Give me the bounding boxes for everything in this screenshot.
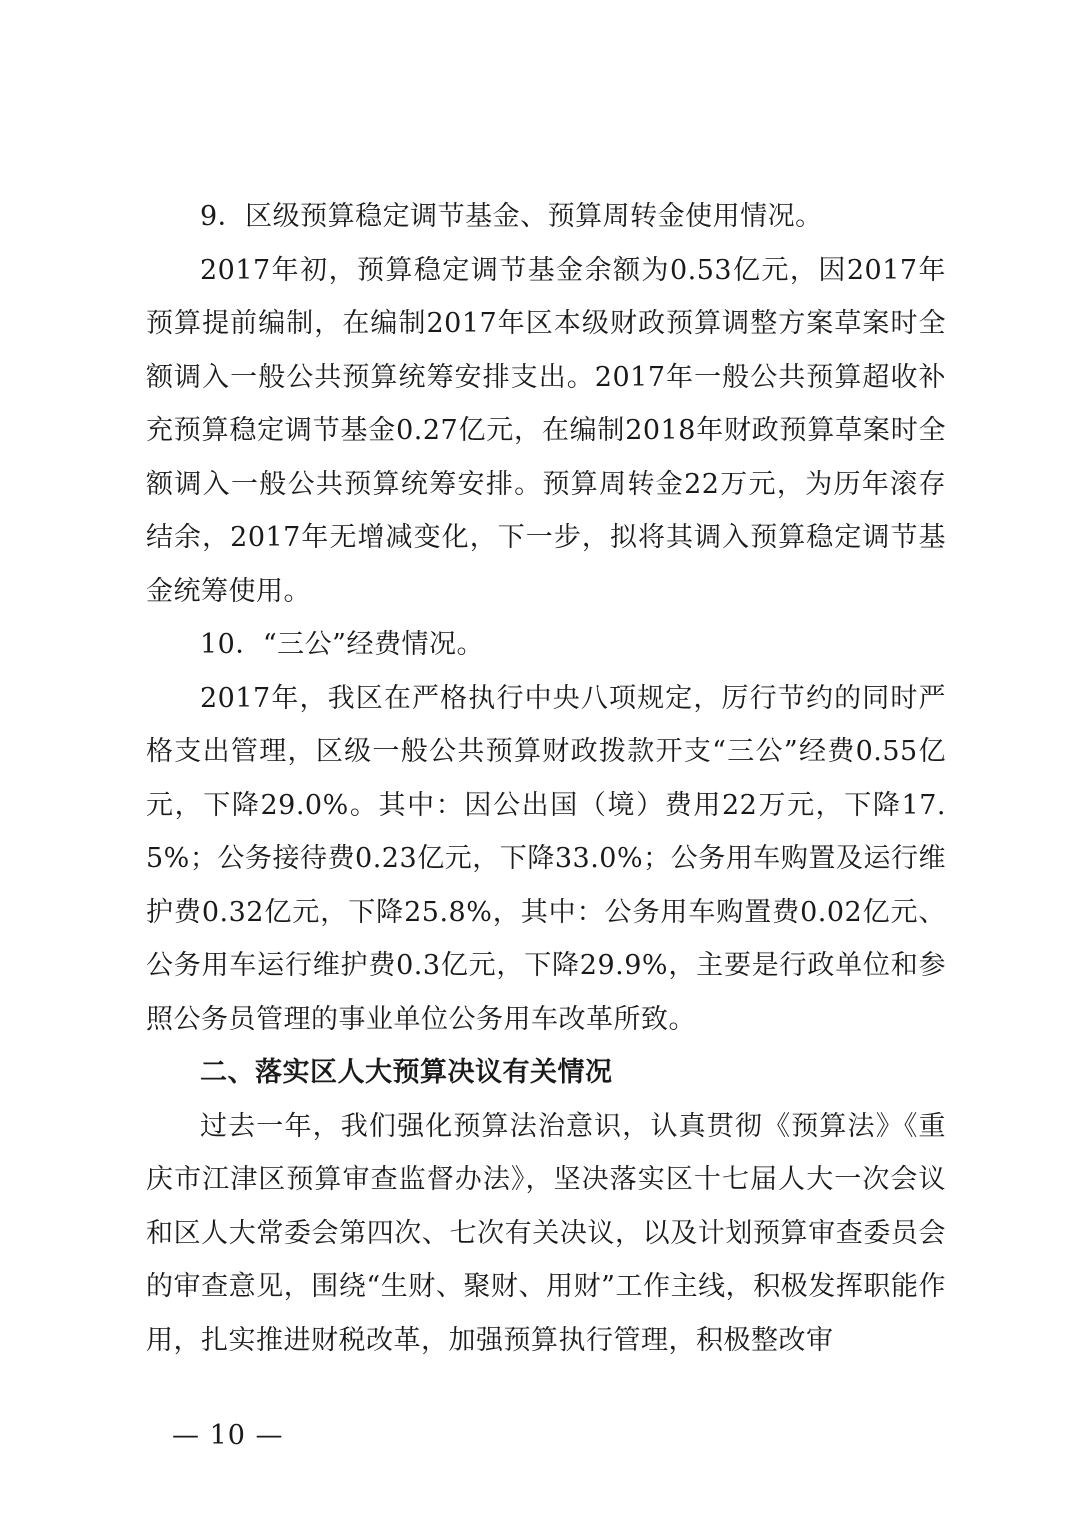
document-body bbox=[146, 190, 946, 1367]
paragraph-item-9-title: 9．区级预算稳定调节基金、预算周转金使用情况。 bbox=[200, 201, 823, 232]
paragraph-implementation: 过去一年，我们强化预算法治意识，认真贯彻《预算法》《重庆市江津区预算审查监督办法》，坚决落实区十七届人大一次会议和区人大常委会第四次、七次有关决议，以及计划预算审查委员会的审查意见，围绕“生财、聚财、用财”工作主线，积极发挥职能作用，扎实推进财税改革，加强预算执行管理，积极整改审 bbox=[146, 1110, 946, 1356]
paragraph-three-public-expenses: 2017年，我区在严格执行中央八项规定，厉行节约的同时严格支出管理，区级一般公共预算财政拨款开支“三公”经费0.55亿元，下降29.0%。其中：因公出国（境）费用22万元，下降17.5%；公务接待费0.23亿元，下降33.0%；公务用车购置及运行维护费0.32亿元，下降25.8%，其中：公务用车购置费0.02亿元、公务用车运行维护费0.3亿元，下降29.9%，主要是行政单位和参照公务员管理的事业单位公务用车改革所致。 bbox=[146, 682, 946, 1035]
page-number: — 10 — bbox=[172, 1420, 284, 1451]
section-heading: 二、落实区人大预算决议有关情况 bbox=[200, 1057, 613, 1088]
paragraph-item-10-title: 10．“三公”经费情况。 bbox=[200, 629, 484, 660]
paragraph-budget-fund: 2017年初，预算稳定调节基金余额为0.53亿元，因2017年预算提前编制，在编制2017年区本级财政预算调整方案草案时全额调入一般公共预算统筹安排支出。2017年一般公共预算超收补充预算稳定调节基金0.27亿元，在编制2018年财政预算草案时全额调入一般公共预算统筹安排。预算周转金22万元，为历年滚存结余，2017年无增减变化，下一步，拟将其调入预算稳定调节基金统筹使用。 bbox=[146, 254, 946, 607]
